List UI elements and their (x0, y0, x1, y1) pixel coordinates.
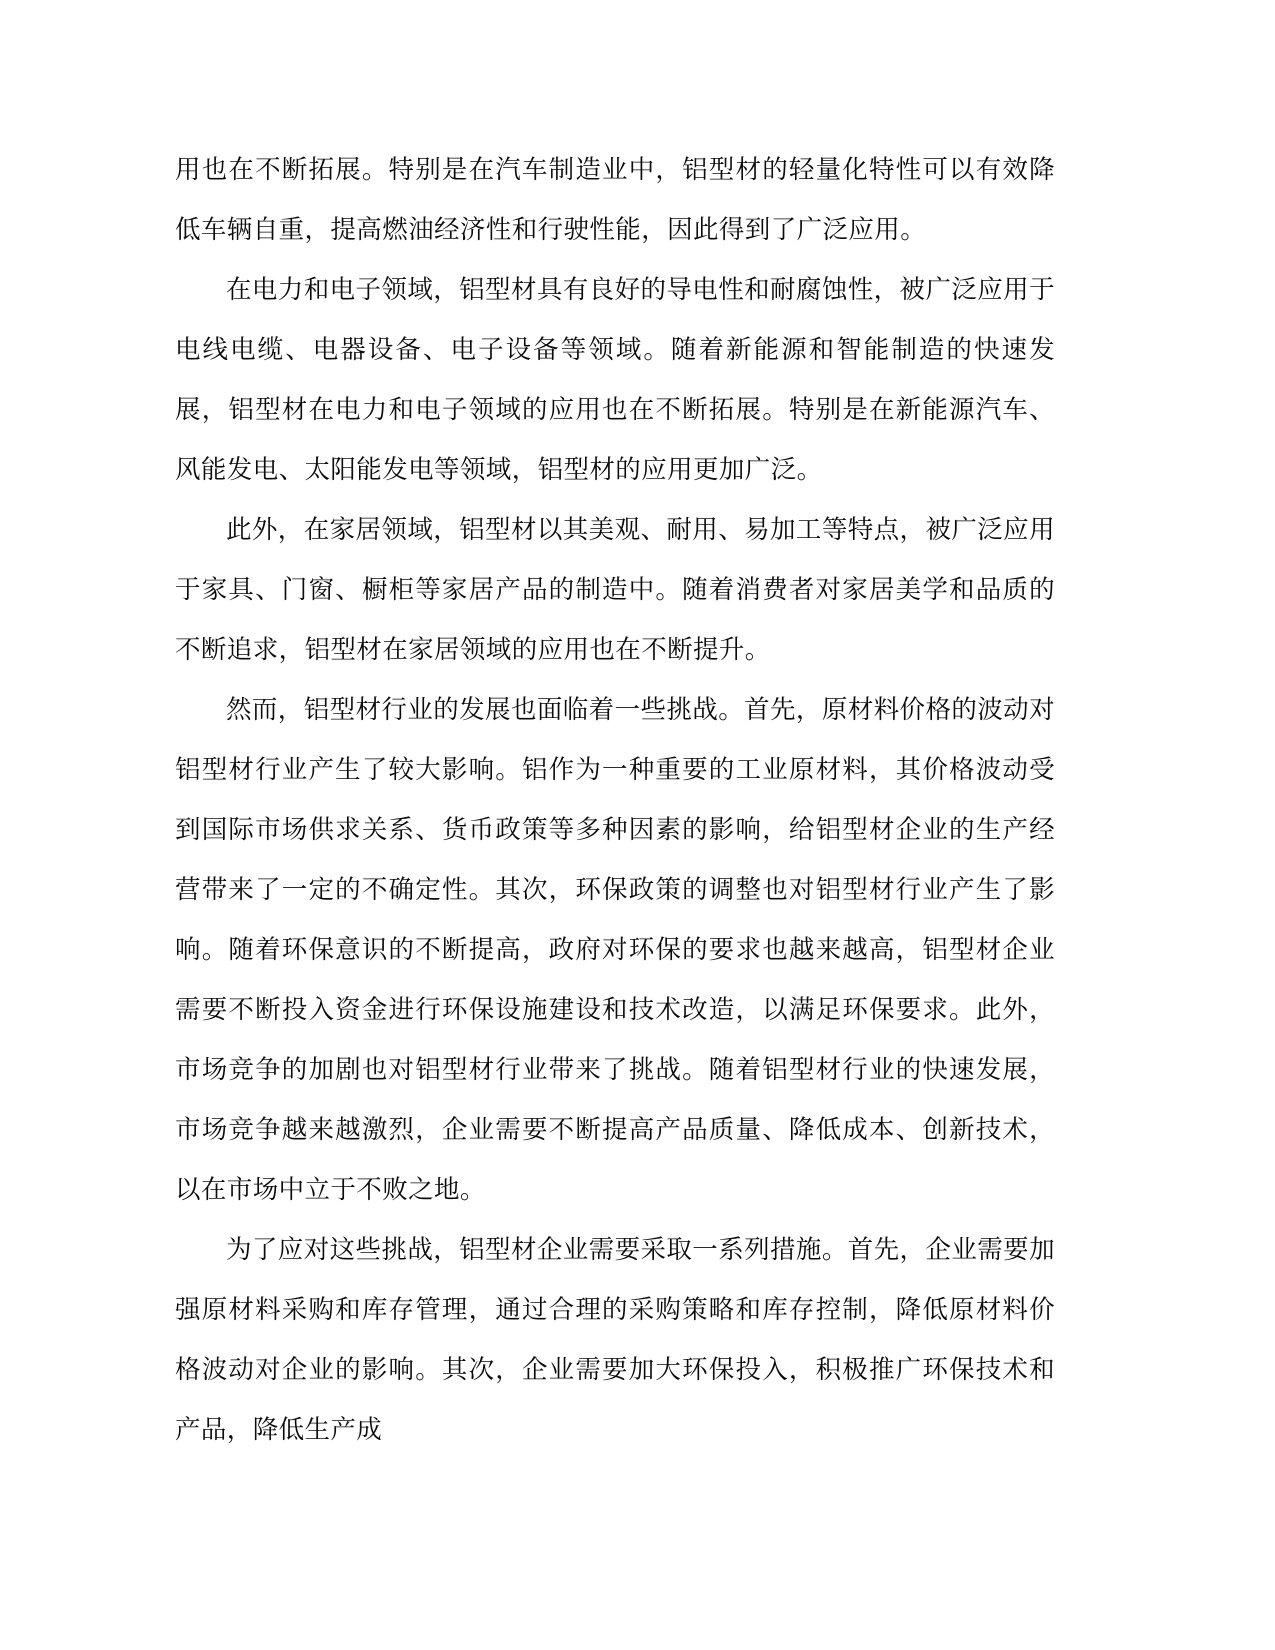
paragraph-2: 在电力和电子领域，铝型材具有良好的导电性和耐腐蚀性，被广泛应用于电线电缆、电器设备、电子设备等领域。随着新能源和智能制造的快速发展，铝型材在电力和电子领域的应用也在不断拓展。特别是在新能源汽车、风能发电、太阳能发电等领域，铝型材的应用更加广泛。 (175, 275, 1055, 485)
paragraph-1: 用也在不断拓展。特别是在汽车制造业中，铝型材的轻量化特性可以有效降低车辆自重，提高燃油经济性和行驶性能，因此得到了广泛应用。 (175, 155, 1055, 245)
document-body (175, 140, 1055, 1460)
paragraph-4: 然而，铝型材行业的发展也面临着一些挑战。首先，原材料价格的波动对铝型材行业产生了较大影响。铝作为一种重要的工业原材料，其价格波动受到国际市场供求关系、货币政策等多种因素的影响，给铝型材企业的生产经营带来了一定的不确定性。其次，环保政策的调整也对铝型材行业产生了影响。随着环保意识的不断提高，政府对环保的要求也越来越高，铝型材企业需要不断投入资金进行环保设施建设和技术改造，以满足环保要求。此外，市场竞争的加剧也对铝型材行业带来了挑战。随着铝型材行业的快速发展，市场竞争越来越激烈，企业需要不断提高产品质量、降低成本、创新技术，以在市场中立于不败之地。 (175, 695, 1055, 1205)
paragraph-5: 为了应对这些挑战，铝型材企业需要采取一系列措施。首先，企业需要加强原材料采购和库存管理，通过合理的采购策略和库存控制，降低原材料价格波动对企业的影响。其次，企业需要加大环保投入，积极推广环保技术和产品，降低生产成 (175, 1235, 1055, 1445)
paragraph-3: 此外，在家居领域，铝型材以其美观、耐用、易加工等特点，被广泛应用于家具、门窗、橱柜等家居产品的制造中。随着消费者对家居美学和品质的不断追求，铝型材在家居领域的应用也在不断提升。 (175, 515, 1055, 665)
